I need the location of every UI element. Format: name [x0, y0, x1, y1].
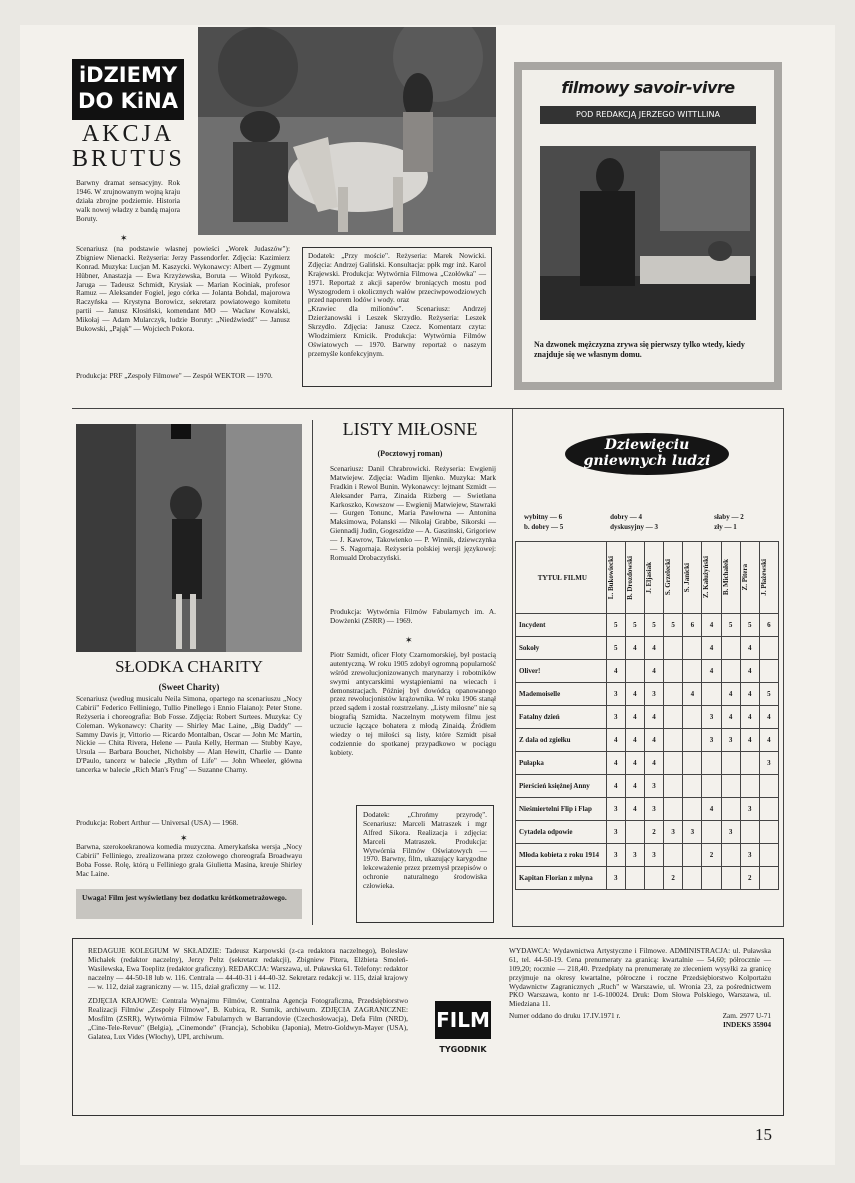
legend-row	[523, 512, 779, 522]
listy-production: Produkcja: Wytwórnia Filmów Fabularnych im. A. Dowżenki (ZSRR) — 1969.	[330, 607, 496, 625]
score-cell	[644, 867, 663, 890]
score-cell	[740, 821, 759, 844]
critic-name: Z. Pitera	[740, 564, 749, 591]
score-cell	[721, 752, 740, 775]
charity-production: Produkcja: Robert Arthur — Universal (USA) — 1968.	[76, 818, 239, 827]
score-cell: 3	[721, 821, 740, 844]
star-separator-3: ✶	[405, 635, 413, 645]
score-cell: 4	[625, 752, 644, 775]
score-cell: 4	[644, 752, 663, 775]
score-cell	[683, 867, 702, 890]
critic-header	[721, 542, 740, 614]
score-cell: 4	[702, 660, 721, 683]
film-row	[516, 867, 779, 890]
film-row	[516, 660, 779, 683]
critic-header	[625, 542, 644, 614]
critic-name: B. Michałek	[721, 559, 730, 596]
score-cell: 4	[702, 798, 721, 821]
footer-print-info: Numer oddano do druku 17.IV.1971 r. Zam. 2977 U-71	[509, 1011, 771, 1021]
critic-name: S. Grzelecki	[664, 559, 673, 596]
footer-index: INDEKS 35904	[722, 1020, 771, 1030]
score-cell	[759, 821, 778, 844]
critic-header	[606, 542, 625, 614]
score-cell: 4	[740, 637, 759, 660]
score-cell	[625, 867, 644, 890]
score-cell: 5	[721, 614, 740, 637]
score-cell	[721, 660, 740, 683]
film-title: Mademoiselle	[516, 683, 607, 706]
footer-left: REDAGUJE KOLEGIUM W SKŁADZIE: Tadeusz Karpowski (z-ca redaktora naczelnego), Bolesław Michałek (redaktor naczelny), Jerzy Peltz (sekretarz redakcji), Zbigniew Pitera, Elżbieta Smoleń-Wasilewska, Ewa Toeplitz (redaktor graficzny). REDAKCJA: Warszawa, ul. Puławska 61. Telefony: redaktor naczelny — 44-50-18 lub w. 116. Centrala — 44-40-31 i 44-40-32. Sekretarz redakcji w. 115, dział krajowy — w. 112, dział zagraniczny — w. 115, dział graficzny — w. 112. ZDJĘCIA KRAJOWE: Centrala Wynajmu Filmów, Centralna Agencja Fotograficzna, Przedsiębiorstwo Realizacji Filmów „Zespoły Filmowe", B. Kubica, R. Sumik, archiwum. ZDJĘCIA ZAGRANICZNE: Mosfilm (ZSRR), Wytwórnia Filmów Fabularnych w Barrandovie (Czechosłowacja), Defa Film (NRD), „Cine-Tele-Revue" (Belgia), „Cinemonde" (Francja), Schobiku (Japonia), Metro-Goldwyn-Mayer (USA), Galatea, Lux Vides (Włochy), UPI, archiwum.	[88, 946, 408, 1042]
legend-item: wybitny — 6	[524, 513, 563, 521]
savoir-vivre-panel	[514, 62, 782, 390]
score-cell: 5	[644, 614, 663, 637]
film-title: Cytadela odpowie	[516, 821, 607, 844]
film-title: Kapitan Florian z młyna	[516, 867, 607, 890]
score-cell: 5	[625, 614, 644, 637]
film-row	[516, 844, 779, 867]
score-cell: 2	[664, 867, 683, 890]
score-cell: 4	[683, 683, 702, 706]
score-cell: 4	[606, 660, 625, 683]
score-cell: 3	[740, 798, 759, 821]
score-cell: 4	[625, 775, 644, 798]
legend-item: słaby — 2	[714, 513, 744, 521]
film-title: Incydent	[516, 614, 607, 637]
score-cell: 2	[644, 821, 663, 844]
score-cell: 4	[625, 729, 644, 752]
score-cell: 5	[606, 637, 625, 660]
score-cell: 6	[683, 614, 702, 637]
ratings-legend	[523, 512, 779, 532]
score-cell	[683, 798, 702, 821]
score-cell: 4	[625, 706, 644, 729]
score-cell: 4	[740, 683, 759, 706]
score-cell	[664, 775, 683, 798]
film-logo: FILM	[435, 1001, 491, 1039]
score-cell	[664, 706, 683, 729]
critic-header	[644, 542, 663, 614]
legend-item: dobry — 4	[610, 513, 643, 521]
critic-header	[683, 542, 702, 614]
score-cell	[702, 752, 721, 775]
dodatek-box-2: Dodatek: „Chrońmy przyrodę". Scenariusz: Marceli Matraszek i mgr Alfred Sikora. Realizacja i zdjęcia: Marceli Matraszek. Produkcja: Wytwórnia Filmów Oświatowych — 1970. Barwny, film, ukazujący karygodne lekceważenie przez przemysł przepisów o ochronie naturalnego środowiska człowieka.	[356, 805, 494, 923]
tygodnik-label: TYGODNIK	[439, 1045, 487, 1054]
magazine-page	[20, 25, 835, 1165]
film-row	[516, 775, 779, 798]
score-cell: 3	[606, 867, 625, 890]
score-cell: 4	[740, 729, 759, 752]
score-cell	[740, 752, 759, 775]
film-title: Pułapka	[516, 752, 607, 775]
score-cell	[721, 844, 740, 867]
score-cell	[721, 775, 740, 798]
score-cell	[702, 867, 721, 890]
score-cell	[721, 637, 740, 660]
star-separator-2: ✶	[180, 833, 188, 843]
score-cell	[683, 706, 702, 729]
akcja-production: Produkcja: PRF „Zespoły Filmowe" — Zespół WEKTOR — 1970.	[76, 371, 273, 380]
ratings-title-oval: Dziewięciu gniewnych ludzi	[565, 433, 729, 475]
savoir-inner	[522, 70, 774, 382]
score-cell: 3	[759, 752, 778, 775]
score-cell	[664, 844, 683, 867]
legend-item: b. dobry — 5	[524, 523, 564, 531]
score-cell: 3	[664, 821, 683, 844]
score-cell: 4	[740, 706, 759, 729]
score-cell: 3	[644, 683, 663, 706]
score-cell	[664, 637, 683, 660]
score-cell: 3	[606, 798, 625, 821]
score-cell: 4	[740, 660, 759, 683]
critic-name: S. Janicki	[683, 562, 692, 593]
score-cell	[702, 821, 721, 844]
score-cell	[683, 752, 702, 775]
akcja-intro: Barwny dramat sensacyjny. Rok 1946. W zrujnowanym wojną kraju działa zbrojne podziemie. Historia walk nowej władzy z bandą majora Boruty.	[76, 178, 180, 223]
column-divider	[312, 420, 313, 925]
score-cell	[740, 775, 759, 798]
score-cell: 4	[644, 706, 663, 729]
score-cell: 4	[644, 660, 663, 683]
film-row	[516, 752, 779, 775]
akcja-title: AKCJA BRUTUS	[72, 121, 185, 172]
score-cell: 4	[606, 729, 625, 752]
score-cell	[683, 844, 702, 867]
score-cell: 3	[740, 844, 759, 867]
score-cell: 4	[606, 775, 625, 798]
ratings-header-row	[516, 542, 779, 614]
score-cell: 4	[702, 614, 721, 637]
film-row	[516, 683, 779, 706]
score-cell	[702, 775, 721, 798]
score-cell	[759, 637, 778, 660]
score-cell	[683, 637, 702, 660]
score-cell: 4	[721, 706, 740, 729]
score-cell: 6	[759, 614, 778, 637]
score-cell: 3	[606, 844, 625, 867]
score-cell: 3	[721, 729, 740, 752]
savoir-photo	[540, 146, 756, 320]
score-cell: 3	[683, 821, 702, 844]
charity-credits: Scenariusz (według musicalu Neila Simona, opartego na scenariuszu „Nocy Cabirii" Federico Felliniego, Tullio Pinellego i Ennio Flaiano): Peter Stone. Reżyseria i choreografia: Bob Fosse. Zdjęcia: Robert Surtees. Muzyka: Cy Coleman. Wykonawcy: Charity — Shirley Mac Laine, „Big Daddy" — Sammy Davis jr, Vittorio — Ricardo Montalban, Oscar — John Mc Martin, Nickie — Chita Rivera, Helene — Paula Kelly, Herman — Stubby Kaye, Ursula — Barbara Bouchet, Nicholsby — Alan Hewitt, Charlie — Dante D'Paulo, tancerz w balecie „Rythm of Life" — John Wheeler, główna tancerka w balecie „Rich Man's Frug" — Suzanne Charny.	[76, 694, 302, 775]
score-cell: 4	[644, 729, 663, 752]
score-cell: 4	[625, 683, 644, 706]
critic-name: Z. Kałużyński	[702, 556, 711, 599]
film-title: Oliver!	[516, 660, 607, 683]
score-cell	[683, 775, 702, 798]
ratings-panel	[512, 408, 784, 927]
charity-subtitle: (Sweet Charity)	[158, 682, 220, 692]
idziemy-do-kina-logo: iDZIEMY DO KiNA	[72, 59, 184, 120]
score-cell: 3	[644, 775, 663, 798]
score-cell: 3	[606, 683, 625, 706]
film-row	[516, 821, 779, 844]
score-cell: 3	[644, 798, 663, 821]
score-cell	[759, 775, 778, 798]
star-separator: ✶	[120, 233, 128, 243]
film-title: Fatalny dzień	[516, 706, 607, 729]
film-row	[516, 706, 779, 729]
score-cell	[664, 798, 683, 821]
score-cell: 4	[625, 637, 644, 660]
film-title: Z dala od zgiełku	[516, 729, 607, 752]
score-cell	[664, 729, 683, 752]
score-cell	[664, 683, 683, 706]
score-cell	[702, 683, 721, 706]
score-cell	[759, 798, 778, 821]
listy-description: Piotr Szmidt, oficer Floty Czarnomorskiej, był postacią autentyczną. W roku 1905 zdobył ogromną popularność wśród zrewolucjonizowanych marynarzy i robotników swymi antycarskimi wystąpieniami na wiecach i demonstracjach. Później był dowódcą opanowanego przez rewolucjonistów krążownika. W roku 1906 stanął przed sądem i został rozstrzelany. „Listy miłosne" nie są biografią Szmidta. Naczelnym motywem filmu jest uczucie łączące bohatera z młodą Zinaidą. Źródłem wiedzy o tej miłości są listy, które Szmidt pisał codziennie do spotkanej przypadkowo w pociągu kobiety.	[330, 650, 496, 757]
score-cell	[759, 844, 778, 867]
score-cell	[721, 798, 740, 821]
critic-name: J. Płażewski	[759, 559, 768, 596]
listy-credits: Scenariusz: Danil Chrabrowicki. Reżyseria: Ewgienij Matwiejew. Zdjęcia: Wadim Iljenko. Muzyka: Mark Fradkin i Rewol Bunin. Wykonawcy: lejtnant Szmidt — Aleksander Parra, Zinaida Rizberg — Swietłana Karkoszko, Kowszow — Ewgienij Matwiejew, Stawraki — Gurgen Tonunc, Maria Pawłowna — Antonina Maksimowa, Polanski — Nikołaj Grabbe, Sikorski — Giennadij Judin, Gogeszidze — A. Gaszinski, Grigoriew — J. Kawrow, Takowienko — P. Winnik, dziewczynka — S. Nagornaja. Reżyseria polskiej wersji językowej: Romuald Drobaczyński.	[330, 464, 496, 562]
film-title-header: TYTUŁ FILMU	[516, 542, 607, 614]
score-cell	[664, 660, 683, 683]
film-row	[516, 614, 779, 637]
legend-item: zły — 1	[714, 523, 737, 531]
film-row	[516, 637, 779, 660]
charity-note-box: Uwaga! Film jest wyświetlany bez dodatku krótkometrażowego.	[76, 889, 302, 919]
charity-title: SŁODKA CHARITY	[115, 657, 263, 676]
score-cell: 5	[759, 683, 778, 706]
score-cell	[683, 660, 702, 683]
score-cell	[759, 660, 778, 683]
critic-header	[740, 542, 759, 614]
film-title: Nieśmiertelni Flip i Flap	[516, 798, 607, 821]
footer-box	[72, 938, 784, 1116]
score-cell: 3	[625, 844, 644, 867]
film-title: Młoda kobieta z roku 1914	[516, 844, 607, 867]
score-cell: 4	[606, 752, 625, 775]
score-cell	[664, 752, 683, 775]
listy-subtitle: (Pocztowyj roman)	[377, 449, 443, 458]
score-cell	[683, 729, 702, 752]
score-cell	[759, 867, 778, 890]
score-cell	[625, 660, 644, 683]
listy-title: LISTY MIŁOSNE	[342, 419, 478, 439]
critic-header	[702, 542, 721, 614]
ratings-table	[515, 541, 779, 890]
legend-item: dyskusyjny — 3	[610, 523, 658, 531]
score-cell: 3	[606, 821, 625, 844]
score-cell: 4	[625, 798, 644, 821]
score-cell: 3	[644, 844, 663, 867]
critic-name: L. Bukowiecki	[606, 555, 615, 600]
savoir-title: filmowy savoir-vivre	[561, 78, 735, 97]
score-cell: 3	[702, 729, 721, 752]
score-cell: 4	[644, 637, 663, 660]
critic-header	[759, 542, 778, 614]
akcja-brutus-photo	[198, 27, 496, 235]
charity-description: Barwna, szerokoekranowa komedia muzyczna. Amerykańska wersja „Nocy Cabirii" Felliniego, zrealizowana przez czołowego choreografa Broadwayu Boba Fosse. Rolę, którą u Felliniego grała Giulietta Masina, kreuje Shirley Mac Laine.	[76, 842, 302, 878]
film-row	[516, 729, 779, 752]
score-cell	[625, 821, 644, 844]
score-cell: 5	[740, 614, 759, 637]
film-title: Pierścień księżnej Anny	[516, 775, 607, 798]
film-row	[516, 798, 779, 821]
dodatek-box-1: Dodatek: „Przy moście". Reżyseria: Marek Nowicki. Zdjęcia: Andrzej Galiński. Konsultacja: ppłk mgr inż. Karol Krajewski. Produkcja: Wytwórnia Filmowa „Czołówka" — 1971. Reportaż z akcji saperów broniących mostu pod Wyszogrodem i okolicznych wałów przeciwpowodziowych przed naporem lodów i wody. oraz „Krawiec dla milionów". Scenariusz: Andrzej Dzierżanowski i Leszek Skrzydło. Reżyseria: Leszek Skrzydło. Zdjęcia: Janusz Czecz. Komentarz czyta: Włodzimierz Kmicik. Produkcja: Wytwórnia Filmów Oświatowych — 1970. Barwny reportaż o naszym przemyśle konfekcyjnym.	[302, 247, 492, 387]
score-cell: 4	[702, 637, 721, 660]
charity-photo	[76, 424, 302, 652]
page-number: 15	[755, 1125, 772, 1144]
legend-row	[523, 522, 779, 532]
film-title: Sokoły	[516, 637, 607, 660]
savoir-editor-bar: POD REDAKCJĄ JERZEGO WITTLLINA	[540, 106, 756, 124]
score-cell: 5	[664, 614, 683, 637]
score-cell	[721, 867, 740, 890]
score-cell: 2	[740, 867, 759, 890]
score-cell: 2	[702, 844, 721, 867]
akcja-credits: Scenariusz (na podstawie własnej powieści „Worek Judaszów"): Zbigniew Nienacki. Reżyseria: Jerzy Passendorfer. Zdjęcia: Kazimierz Konrad. Muzyka: Lucjan M. Kaszycki. Wykonawcy: Albert — Zygmunt Hübner, Anastazja — Ewa Krzyżewska, Boruta — Witold Pyrkosz, Jaruga — Tadeusz Schmidt, Krysiak — Marian Kociniak, profesor Ramuz — Aleksander Fogiel, jego córka — Jolanta Bohdal, majorowa Raczyńska — Krystyna Borowicz, sekretarz powiatowego komitetu partii — Janusz Kłosiński, komendant MO — Wacław Kowalski, Mikołaj — Adam Mularczyk, ludzie Boruty: „Niedźwiedź" — Janusz Bukowski, „Pająk" — Wojciech Pokora.	[76, 244, 290, 334]
score-cell: 3	[606, 706, 625, 729]
score-cell: 3	[702, 706, 721, 729]
critic-name: B. Drozdowski	[625, 555, 634, 600]
critic-header	[664, 542, 683, 614]
footer-right: WYDAWCA: Wydawnictwa Artystyczne i Filmowe. ADMINISTRACJA: ul. Puławska 61, tel. 44-50-19. Cena prenumeraty za granicą: kwartalnie — 54,60; półrocznie — 109,20; rocznie — 218,40. Przedpłaty na prenumeratę ze zleceniem wysyłki za granicę przyjmuje na okresy kwartalne, półroczne i roczne Przedsiębiorstwo Kolportażu Wydawnictw Zagranicznych „Ruch" w Warszawie, ul. Wronia 23, za pośrednictwem PKO Warszawa, konto nr 1-6-100024. Druk: Dom Słowa Polskiego, Warszawa, ul. Miedziana 11. Numer oddano do druku 17.IV.1971 r. Zam. 2977 U-71 INDEKS 35904	[509, 946, 771, 1030]
score-cell: 4	[721, 683, 740, 706]
score-cell: 4	[759, 729, 778, 752]
score-cell: 5	[606, 614, 625, 637]
savoir-caption: Na dzwonek mężczyzna zrywa się pierwszy tylko wtedy, kiedy znajduje się we własnym domu.	[534, 340, 745, 359]
critic-name: J. Eljasiak	[644, 561, 653, 594]
score-cell: 4	[759, 706, 778, 729]
